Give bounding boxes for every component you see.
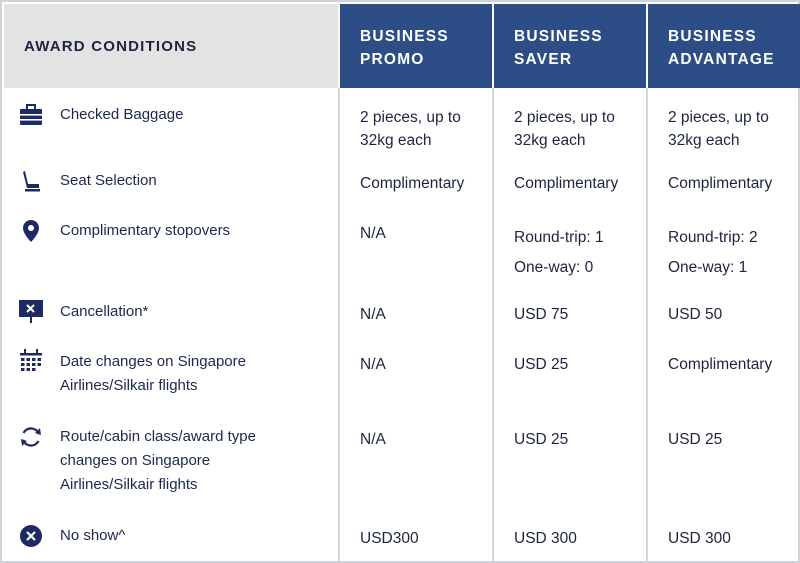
award-conditions-header xyxy=(4,4,338,88)
suitcase-icon xyxy=(18,102,44,128)
cell-value: Complimentary xyxy=(514,175,619,192)
condition-label: Cancellation* xyxy=(60,303,149,320)
cell-value: USD 300 xyxy=(514,530,577,547)
refresh-icon xyxy=(18,424,44,450)
cell-value: Complimentary xyxy=(668,175,773,192)
column-divider xyxy=(646,88,648,563)
column-header-business-promo: BUSINESS PROMO xyxy=(340,4,492,88)
close-circle-icon xyxy=(18,523,44,549)
cell-value: N/A xyxy=(360,306,386,323)
cell-value: USD 25 xyxy=(514,431,569,448)
cell-value: USD 25 xyxy=(668,431,723,448)
cell-value: 2 pieces, up to 32kg each xyxy=(360,109,461,149)
cell-value: N/A xyxy=(360,225,386,242)
cell-value: N/A xyxy=(360,356,386,373)
column-header-business-saver: BUSINESS SAVER xyxy=(494,4,646,88)
award-conditions-title: AWARD CONDITIONS xyxy=(24,37,198,55)
cell-value: 2 pieces, up to 32kg each xyxy=(514,109,615,149)
column-header-business-advantage: BUSINESS ADVANTAGE xyxy=(648,4,800,88)
cell-value: USD 75 xyxy=(514,306,569,323)
calendar-icon xyxy=(18,348,44,374)
cell-value: 2 pieces, up to 32kg each xyxy=(668,109,769,149)
condition-label: Seat Selection xyxy=(60,172,157,189)
condition-label: Checked Baggage xyxy=(60,106,184,123)
cell-value: Complimentary xyxy=(668,356,773,373)
cell-value: Round-trip: 2 One-way: 1 xyxy=(668,229,758,276)
condition-label: No show^ xyxy=(60,527,126,544)
condition-label: Route/cabin class/award type changes on Singapore Airlines/Silkair flights xyxy=(60,428,256,493)
cell-value: N/A xyxy=(360,431,386,448)
cell-value: USD 25 xyxy=(514,356,569,373)
cell-value: USD300 xyxy=(360,530,419,547)
cell-value: Round-trip: 1 One-way: 0 xyxy=(514,229,604,276)
column-divider xyxy=(338,88,340,563)
location-pin-icon xyxy=(18,218,44,244)
column-divider xyxy=(492,88,494,563)
condition-label: Date changes on Singapore Airlines/Silkair flights xyxy=(60,353,246,394)
cell-value: Complimentary xyxy=(360,175,465,192)
seat-icon xyxy=(18,168,44,194)
cell-value: USD 300 xyxy=(668,530,731,547)
cell-value: USD 50 xyxy=(668,306,723,323)
condition-label: Complimentary stopovers xyxy=(60,222,231,239)
cancel-sign-icon xyxy=(18,298,44,324)
